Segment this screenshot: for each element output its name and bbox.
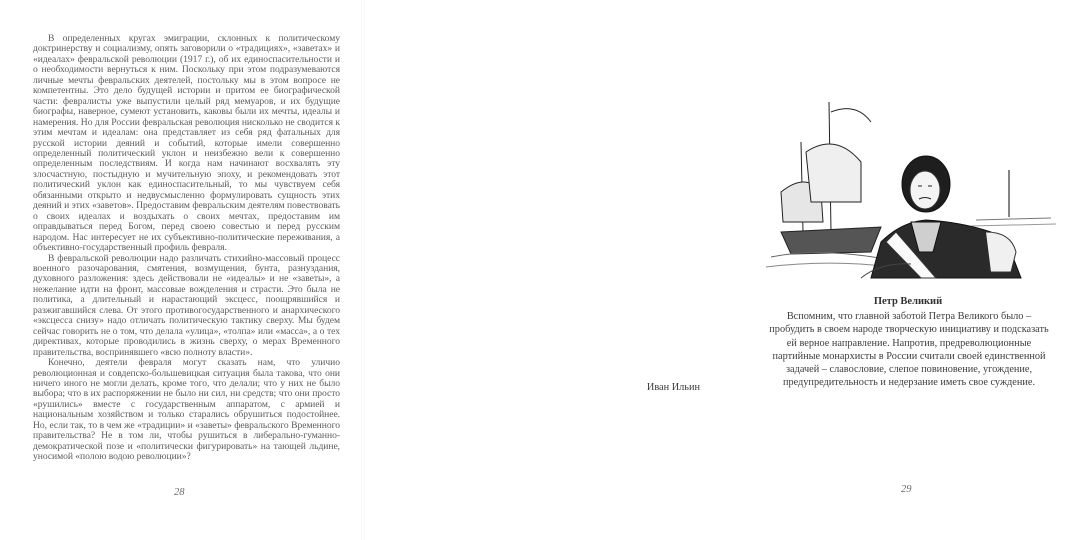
quote-line: предупредительность и недерзание иметь свое суждение. bbox=[782, 377, 1036, 389]
illustration-caption-title: Петр Великий bbox=[873, 296, 943, 307]
page-number-left: 28 bbox=[174, 487, 185, 498]
quote-author: Иван Ильин bbox=[646, 382, 700, 393]
paragraph: Конечно, деятели февраля могут сказать нам, что уличио революционная и совдепско-большевицкая ситуация была такова, что они ничего иного не могли делать, кроме того, что делали; что у них не было выбора; что в их распоряжении не было ни сил, ни средств; что они просто «рушились» вместе с государственным аппаратом, с армией и национальным хозяйством и только старались обрушиться подостойнее. Но, если так, то в чем же «традиции» и «заветы» февральского Временного правительства? Не в том ли, чтобы рушиться в либерально-гуманно-демократической позе и «политически фигурировать» на тающей льдине, уносимой «полою водою революции»? bbox=[33, 357, 340, 463]
quote-line: Вспомним, что главной заботой Петра Великого было – bbox=[786, 311, 1032, 322]
right-page bbox=[363, 0, 1049, 540]
fortress-spire-icon bbox=[971, 170, 1056, 226]
paragraph: В февральской революции надо различать стихийно-массовый процесс военного разочарования, смятения, возмущения, бунта, разнуздания, духовного разложения: здесь действовали не «идеалы» и не «заветы», а нежелание идти на фронт, массовые вожделения и страсти. Это была не политика, а длительный и нарастающий эксцесс, поощрявшийся и разжигавшийся слева. От этого противогосударственного и анархического «эксцесса снизу» надо отличать политическую тактику сверху. Мы будем сейчас говорить не о том, что делала «улица», «толпа» или «масса», а о тех директивах, которые проводились в жизнь сверху, о мерах Временного правительства, воспринявшего «всю полноту власти». bbox=[33, 252, 340, 358]
quote-line: задачей – славословие, слепое повиновение, угождение, bbox=[785, 364, 1033, 376]
portrait-figure bbox=[861, 156, 1021, 278]
quote-block bbox=[749, 310, 1069, 390]
quote-line: партийные монархисты в России считали своей единственной bbox=[772, 350, 1046, 362]
quote-line: ей верное направление. Напротив, предреволюционные bbox=[786, 337, 1032, 349]
quote-line: пробудить в своем народе творческую инициативу и подсказать bbox=[769, 324, 1049, 336]
paragraph: В определенных кругах эмиграции, склонных к политическому доктринерству и социализму, опять заговорили о «традициях», «заветах» и «идеалах» февральской революции (1917 г.), об их единоспасительности и о необходимости вернуться к ним. Поскольку при этом подразумеваются личные мечты февральских деятелей, постольку мы в этом вопросе не компетентны. Это дело будущей истории и притом ее биографической части: февралисты уже выпустили целый ряд мемуаров, и их будущие биографы, наверное, сумеют установить, каковы были их мечты, идеалы и намерения. Но для России февральская революция нисколько не сводится к этим мечтам и идеалам: она представляет из себя ряд фатальных для русской истории деяний и событий, которые имели совершенно определенный политический уклон и неизбежно вели к совершенно определенным последствиям. И когда нам начинают восхвалять эту злосчастную, постыдную и мучительную эпоху, и рекомендовать этот политический уклон как единоспасительный, то мы чувствуем себя обязанными открыто и недвусмысленно формулировать сущность этих деяний и этих «заветов». Предоставим февральским деятелям повествовать о своих идеалах и воздыхать о своих мечтах, предоставим им оправдываться перед Богом, перед своею совестью и перед русским народом. Нас интересует не их субъективно-политические переживания, а объективно-государственный профиль февраля. bbox=[33, 33, 340, 254]
page-number-right: 29 bbox=[901, 484, 912, 495]
body-text bbox=[33, 34, 340, 463]
peter-the-great-illustration bbox=[761, 82, 1061, 278]
left-page bbox=[0, 0, 363, 540]
